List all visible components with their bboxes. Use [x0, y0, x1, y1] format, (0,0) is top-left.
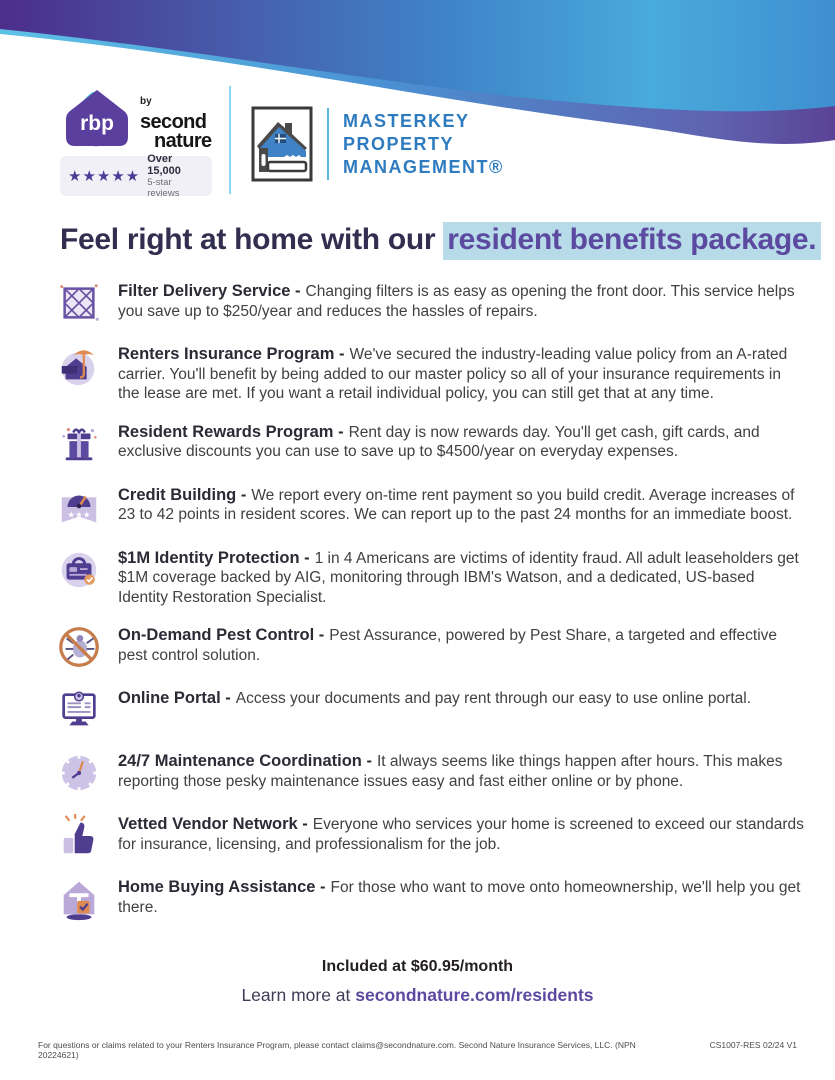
list-item	[56, 813, 806, 859]
gift-box-icon	[56, 421, 102, 467]
benefit-text	[118, 876, 804, 917]
list-item	[56, 547, 806, 608]
list-item	[56, 687, 806, 733]
page-title-highlight: resident benefits package.	[443, 222, 821, 260]
benefit-text	[118, 624, 804, 665]
benefit-description: We've secured the industry-leading value policy from an A-rated carrier. You'll benefit by being added to our master policy so all of your insurance requirements in the lease are met. If you want a retail individual policy, you can still get that at any time.	[118, 346, 788, 402]
rbp-logo-icon	[60, 86, 134, 152]
online-portal-icon	[56, 687, 102, 733]
list-item	[56, 421, 806, 467]
benefit-description: For those who want to move onto homeownership, we'll help you get there.	[118, 879, 801, 916]
reviews-badge	[60, 153, 212, 199]
benefit-title: Credit Building -	[118, 485, 247, 504]
masterkey-divider-bar	[327, 108, 329, 180]
benefit-title: Vetted Vendor Network -	[118, 815, 308, 833]
benefit-description: Pest Assurance, powered by Pest Share, a targeted and effective pest control solution.	[118, 627, 778, 664]
no-pests-icon	[56, 624, 102, 670]
benefit-title: On-Demand Pest Control -	[118, 626, 325, 644]
page-title	[60, 223, 817, 257]
masterkey-logo-block	[251, 104, 504, 184]
benefit-title: Resident Rewards Program -	[118, 422, 344, 441]
list-item	[56, 484, 806, 530]
review-label: 5-star reviews	[147, 177, 180, 199]
benefit-title: Home Buying Assistance -	[118, 878, 326, 896]
list-item	[56, 750, 806, 796]
rbp-logo-block	[60, 86, 215, 199]
credit-gauge-icon	[56, 484, 102, 530]
page-title-prefix: Feel right at home with our	[60, 223, 444, 256]
benefit-description: 1 in 4 Americans are victims of identity fraud. All adult leaseholders get $1M coverage backed by AIG, monitoring through IBM's Watson, and a dedicated, US-based Identity Restoration Specialist.	[118, 549, 799, 606]
home-check-icon	[56, 876, 102, 922]
masterkey-line1: MASTERKEY	[343, 110, 470, 131]
benefit-text	[118, 421, 804, 462]
benefit-title: 24/7 Maintenance Coordination -	[118, 752, 372, 770]
svg-text:★★★: ★★★	[67, 509, 91, 520]
learn-more-link[interactable]: secondnature.com/residents	[355, 985, 594, 1005]
logo-row	[60, 86, 504, 199]
benefit-description: It always seems like things happen after hours. This makes reporting those pesky maintenance issues easy and fast either online or by phone.	[118, 753, 783, 790]
learn-more-line	[0, 985, 835, 1006]
benefit-title: Online Portal -	[118, 689, 231, 707]
masterkey-house-key-icon	[251, 104, 313, 184]
benefit-description: Everyone who services your home is screened to exceed our standards for insurance, licensing, and professionalism for the job.	[118, 816, 804, 853]
benefit-text	[118, 343, 804, 404]
identity-protection-icon	[56, 547, 102, 593]
benefit-title: $1M Identity Protection -	[118, 548, 310, 567]
byline-brand-line2: nature	[154, 130, 212, 152]
list-item	[56, 343, 806, 404]
benefit-description: We report every on-time rent payment so you build credit. Average increases of 23 to 42 points in resident scores. We can report up to the past 24 months for an immediate boost.	[118, 486, 795, 523]
benefit-description: Access your documents and pay rent through our easy to use online portal.	[235, 690, 752, 707]
benefit-title: Filter Delivery Service -	[118, 282, 301, 300]
rbp-byline	[140, 96, 215, 152]
document-code: CS1007-RES 02/24 V1	[709, 1040, 797, 1050]
masterkey-wordmark	[343, 110, 504, 179]
thumbs-up-icon	[56, 813, 102, 859]
benefit-title: Renters Insurance Program -	[118, 345, 345, 363]
price-line: Included at $60.95/month	[321, 958, 514, 975]
list-item	[56, 280, 806, 326]
air-filter-icon	[56, 280, 102, 326]
benefit-text	[118, 547, 804, 608]
review-count: Over 15,000	[147, 153, 181, 177]
benefit-text	[118, 813, 804, 854]
umbrella-house-icon	[56, 343, 102, 389]
svg-text:rbp: rbp	[80, 112, 114, 135]
benefit-description: Rent day is now rewards day. You'll get cash, gift cards, and exclusive discounts you can use to save up to $4500/year on everyday expenses.	[118, 423, 760, 460]
logo-divider	[229, 86, 231, 194]
legal-text: For questions or claims related to your Renters Insurance Program, please contact claims@secondnature.com. Second Nature Insurance Services, LLC. (NPN 20224621)	[38, 1040, 636, 1060]
byline-brand-line1: second	[140, 111, 207, 133]
masterkey-line2: PROPERTY	[343, 133, 455, 154]
benefit-text	[118, 484, 804, 525]
legal-row	[38, 1040, 797, 1060]
clock-icon	[56, 750, 102, 796]
list-item	[56, 624, 806, 670]
benefit-text	[118, 687, 804, 709]
benefit-text	[118, 280, 804, 321]
list-item	[56, 876, 806, 922]
benefits-list	[56, 280, 806, 939]
byline-by: by	[140, 96, 152, 107]
masterkey-line3: MANAGEMENT®	[343, 156, 504, 177]
five-stars-icon: ★★★★★	[68, 168, 141, 185]
benefit-text	[118, 750, 804, 791]
learn-more-prefix: Learn more at	[241, 985, 356, 1005]
benefit-description: Changing filters is as easy as opening the front door. This service helps you save up to $250/year and reduces the hassles of repairs.	[118, 283, 795, 320]
